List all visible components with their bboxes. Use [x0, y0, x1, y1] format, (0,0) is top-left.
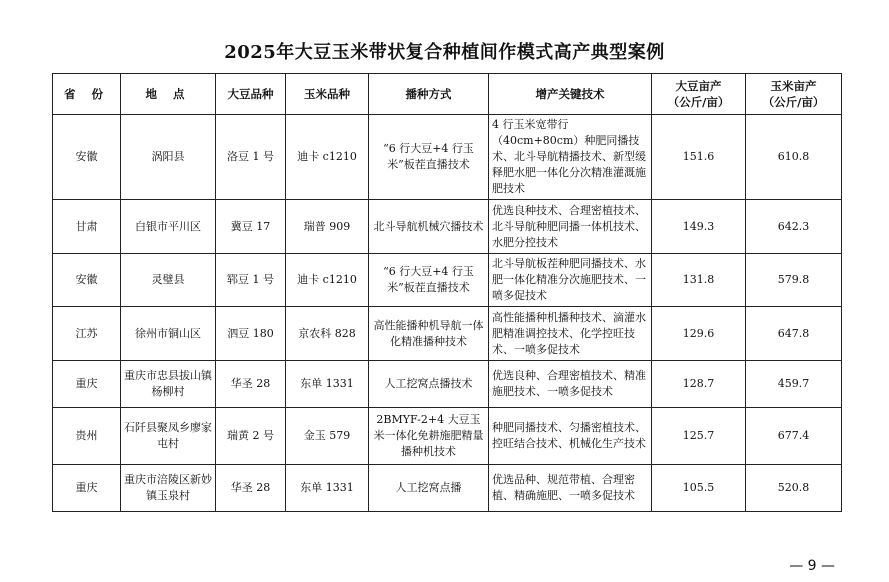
cell-tech: 种肥同播技术、匀播密植技术、控旺结合技术、机械化生产技术	[489, 408, 652, 465]
header-corn-yield-line2: （公斤/亩）	[762, 95, 825, 109]
cell-corn-yield: 677.4	[746, 408, 842, 465]
cell-province: 江苏	[53, 307, 121, 361]
header-corn-variety: 玉米品种	[286, 74, 369, 115]
cell-province: 重庆	[53, 361, 121, 408]
cell-corn-yield: 647.8	[746, 307, 842, 361]
cell-province: 安徽	[53, 254, 121, 307]
table-row	[53, 254, 842, 307]
cell-corn-yield: 459.7	[746, 361, 842, 408]
page-number: — 9 —	[789, 558, 835, 574]
cell-location: 重庆市忠县拔山镇杨柳村	[121, 361, 216, 408]
cell-location: 涡阳县	[121, 115, 216, 200]
cell-province: 甘肃	[53, 200, 121, 254]
cell-corn-variety: 东单 1331	[286, 465, 369, 512]
cell-corn-variety: 迪卡 c1210	[286, 254, 369, 307]
cell-method: “6 行大豆+4 行玉米”板茬直播技术	[369, 115, 489, 200]
table-row	[53, 465, 842, 512]
header-method: 播种方式	[369, 74, 489, 115]
header-soy-yield	[652, 74, 746, 115]
cell-province: 重庆	[53, 465, 121, 512]
cell-corn-variety: 京农科 828	[286, 307, 369, 361]
cell-tech: 优选良种技术、合理密植技术、北斗导航种肥同播一体机技术、水肥分控技术	[489, 200, 652, 254]
cell-corn-variety: 迪卡 c1210	[286, 115, 369, 200]
cell-soy-yield: 105.5	[652, 465, 746, 512]
header-soy-yield-line2: （公斤/亩）	[667, 95, 730, 109]
table-row	[53, 307, 842, 361]
cell-method: 2BMYF-2+4 大豆玉米一体化免耕施肥精量播种机技术	[369, 408, 489, 465]
cell-tech: 优选品种、规范带植、合理密植、精确施肥、一喷多促技术	[489, 465, 652, 512]
header-soy-variety: 大豆品种	[216, 74, 286, 115]
cell-soy-yield: 131.8	[652, 254, 746, 307]
cell-soy-yield: 128.7	[652, 361, 746, 408]
cell-province: 安徽	[53, 115, 121, 200]
cell-location: 石阡县聚凤乡廖家屯村	[121, 408, 216, 465]
cell-corn-yield: 610.8	[746, 115, 842, 200]
table-row	[53, 115, 842, 200]
cell-soy-yield: 129.6	[652, 307, 746, 361]
cell-soy-variety: 华圣 28	[216, 361, 286, 408]
cell-method: “6 行大豆+4 行玉米”板茬直播技术	[369, 254, 489, 307]
header-location: 地 点	[121, 74, 216, 115]
cell-method: 高性能播种机导航一体化精准播种技术	[369, 307, 489, 361]
yield-case-table	[52, 73, 842, 512]
cell-soy-yield: 149.3	[652, 200, 746, 254]
cell-soy-variety: 华圣 28	[216, 465, 286, 512]
cell-tech: 优选良种、合理密植技术、精准施肥技术、一喷多促技术	[489, 361, 652, 408]
table-row	[53, 361, 842, 408]
cell-method: 北斗导航机械穴播技术	[369, 200, 489, 254]
table-row	[53, 200, 842, 254]
cell-soy-variety: 郓豆 1 号	[216, 254, 286, 307]
cell-corn-variety: 瑞普 909	[286, 200, 369, 254]
cell-location: 灵璧县	[121, 254, 216, 307]
cell-corn-yield: 642.3	[746, 200, 842, 254]
cell-soy-variety: 冀豆 17	[216, 200, 286, 254]
cell-corn-variety: 东单 1331	[286, 361, 369, 408]
cell-soy-yield: 125.7	[652, 408, 746, 465]
cell-soy-variety: 泗豆 180	[216, 307, 286, 361]
cell-soy-variety: 瑞黄 2 号	[216, 408, 286, 465]
header-corn-yield-line1: 玉米亩产	[770, 79, 817, 93]
cell-corn-yield: 579.8	[746, 254, 842, 307]
cell-corn-yield: 520.8	[746, 465, 842, 512]
cell-province: 贵州	[53, 408, 121, 465]
cell-method: 人工挖窝点播技术	[369, 361, 489, 408]
header-province: 省 份	[53, 74, 121, 115]
header-soy-yield-line1: 大豆亩产	[675, 79, 722, 93]
cell-tech: 4 行玉米宽带行（40cm+80cm）种肥同播技术、北斗导航精播技术、新型缓释肥水肥一体化分次精准灌溉施肥技术	[489, 115, 652, 200]
cell-soy-yield: 151.6	[652, 115, 746, 200]
table-header-row	[53, 74, 842, 115]
header-tech: 增产关键技术	[489, 74, 652, 115]
cell-location: 白银市平川区	[121, 200, 216, 254]
cell-soy-variety: 洛豆 1 号	[216, 115, 286, 200]
cell-tech: 高性能播种机播种技术、滴灌水肥精准调控技术、化学控旺技术、一喷多促技术	[489, 307, 652, 361]
page-title: 2025年大豆玉米带状复合种植间作模式高产典型案例	[224, 42, 665, 63]
cell-corn-variety: 金玉 579	[286, 408, 369, 465]
cell-method: 人工挖窝点播	[369, 465, 489, 512]
header-corn-yield	[746, 74, 842, 115]
cell-location: 徐州市铜山区	[121, 307, 216, 361]
cell-tech: 北斗导航板茬种肥同播技术、水肥一体化精准分次施肥技术、一喷多促技术	[489, 254, 652, 307]
cell-location: 重庆市涪陵区新妙镇玉泉村	[121, 465, 216, 512]
table-row	[53, 408, 842, 465]
